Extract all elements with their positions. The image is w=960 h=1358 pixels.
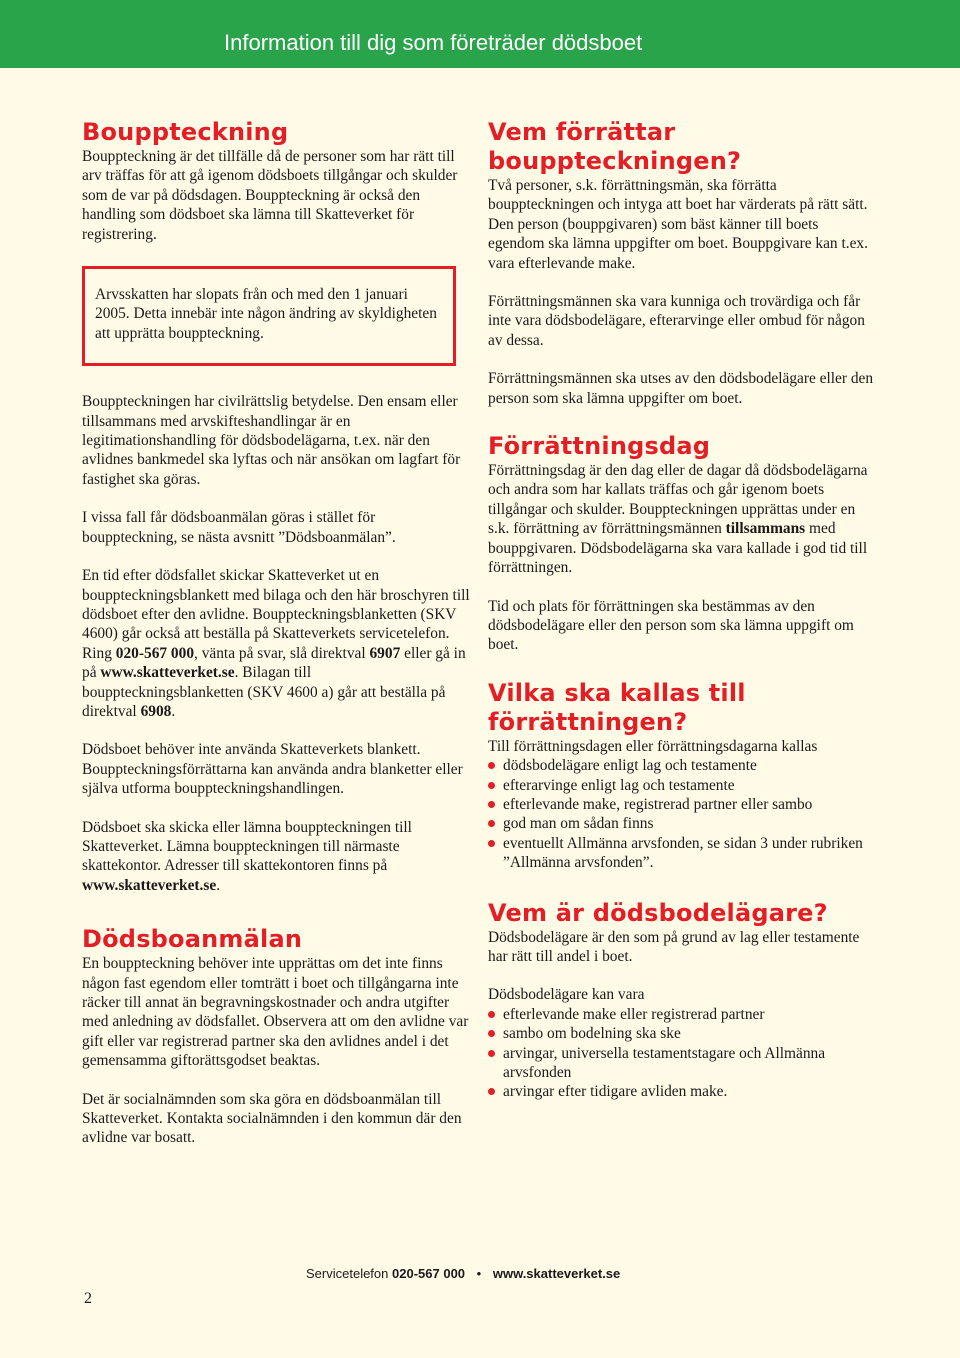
heading-bouppteckning: Bouppteckning [82, 118, 289, 146]
footer-phone: 020-567 000 [392, 1266, 466, 1281]
list-item: efterlevande make, registrerad partner eller sambo [488, 795, 874, 814]
list-item: eventuellt Allmänna arvsfonden, se sidan 3 under rubriken ”Allmänna arvsfonden”. [488, 834, 874, 873]
paragraph-tva-personer: Två personer, s.k. förrättningsmän, ska förrätta bouppteckningen och intyga att boet har värderats på rätt sätt. Den person (bouppgivaren) som bäst känner till boets egendom ska lämna uppgifter om boet. Bouppgivare kan t.ex. vara efterlevande make. [488, 177, 868, 272]
notice-box [82, 266, 456, 366]
heading-vem-ar-dodsbodelagare: Vem är dödsbodelägare? [488, 898, 828, 927]
list-item: god man om sådan finns [488, 814, 874, 833]
paragraph-dodsboanmalan: En bouppteckning behöver inte upprättas om det inte finns någon fast egendom eller tomträtt i boet och tillgångarna inte räcker till annat än begravningskostnader och andra utgifter med anledning av dödsfallet. Observera att om den avlidne var gift eller var registrerad partner ska den avlidnes andel i det gemensamma giftorättsgodset beaktas. [82, 955, 469, 1070]
left-column [82, 118, 472, 1148]
heading-vilka-kallas: Vilka ska kallas till förrättningen? [488, 678, 746, 736]
website-link[interactable]: www.skatteverket.se [82, 876, 217, 894]
direct-code-6908: 6908 [140, 702, 172, 720]
bullet-dot [488, 1050, 495, 1057]
bullet-dot [488, 782, 495, 789]
paragraph-dodsboanmalan-ref: I vissa fall får dödsboanmälan göras i stället för bouppteckning, se nästa avsnitt ”Dödsboanmälan”. [82, 509, 396, 546]
paragraph-kallas: Till förrättningsdagen eller förrättningsdagarna kallas [488, 737, 818, 755]
footer-label: Servicetelefon [306, 1266, 389, 1281]
paragraph-skicka: Dödsboet ska skicka eller lämna bouppteckningen till Skatteverket. Lämna bouppteckningen till närmaste skattekontor. Adresser till skattekontoren finns på www.skatteverket.se. [82, 818, 412, 894]
bullet-dot [488, 840, 495, 847]
bullet-dot [488, 1030, 495, 1037]
paragraph-blankett: En tid efter dödsfallet skickar Skatteverket ut en bouppteckningsblankett med bilaga och den här broschyren till dödsboet efter den avlidne. Bouppteckningsblanketten (SKV 4600) går också att beställa på Skatteverkets servicetelefon. Ring 020-567 000, vänta på svar, slå direktval 6907 eller gå in på www.skatteverket.se. Bilagan till bouppteckningsblanketten (SKV 4600 a) går att beställa på direktval 6908. [82, 567, 470, 720]
footer-website-link[interactable]: www.skatteverket.se [492, 1266, 621, 1281]
phone-number: 020-567 000 [115, 644, 195, 662]
bullet-dot [488, 1011, 495, 1018]
intro-paragraph: Bouppteckning är det tillfälle då de personer som har rätt till arv träffas för att gå igenom dödsboets tillgångar och skulder som de var på dödsdagen. Bouppteckning är också den handling som dödsboet ska lämna till Skatteverket för registrering. [82, 148, 458, 243]
direct-code-6907: 6907 [369, 644, 401, 662]
paragraph-socialnamnden: Det är socialnämnden som ska göra en dödsboanmälan till Skatteverket. Kontakta socialnämnden i den kommun där den avlidne var bosatt. [82, 1090, 462, 1147]
list-item: arvingar efter tidigare avliden make. [488, 1082, 874, 1101]
page-header [0, 0, 960, 68]
page-footer [306, 1266, 620, 1281]
paragraph-tid-plats: Tid och plats för förrättningen ska bestämmas av den dödsbodelägare eller den person som ska lämna uppgift om boet. [488, 597, 854, 654]
header-title: Information till dig som företräder dödsboet [224, 30, 643, 55]
bullet-dot [488, 1088, 495, 1095]
paragraph-dodsbodelagare: Dödsbodelägare är den som på grund av lag eller testamente har rätt till andel i boet. [488, 928, 860, 965]
notice-text: Arvsskatten har slopats från och med den 1 januari 2005. Detta innebär inte någon ändring av skyldigheten att upprätta bouppteckning. [95, 286, 437, 342]
bullet-dot [488, 801, 495, 808]
paragraph-kan-vara: Dödsbodelägare kan vara [488, 986, 645, 1004]
bullet-dot [488, 762, 495, 769]
list-item: sambo om bodelning ska ske [488, 1024, 874, 1043]
page-number: 2 [84, 1290, 92, 1307]
paragraph-utses: Förrättningsmännen ska utses av den dödsbodelägare eller den person som ska lämna uppgifter om boet. [488, 370, 874, 407]
paragraph-forrattningsdag: Förrättningsdag är den dag eller de dagar då dödsbodelägarna och andra som har kallats träffas och går igenom boets tillgångar och skulder. Bouppteckningen upprättas under en s.k. förrättning av förrättningsmännen tillsammans med bouppgivaren. Dödsbodelägarna ska vara kallade i god tid till förrättningen. [488, 462, 868, 577]
footer-separator: • [476, 1266, 482, 1281]
heading-vem-forrattar: Vem förrättar bouppteckningen? [488, 118, 742, 175]
website-link[interactable]: www.skatteverket.se [100, 664, 235, 682]
heading-forrattningsdag: Förrättningsdag [488, 432, 711, 461]
right-column [488, 118, 874, 1102]
list-item: efterlevande make eller registrerad partner [488, 1005, 874, 1024]
bullet-dot [488, 820, 495, 827]
paragraph-civilrattslig: Bouppteckningen har civilrättslig betydelse. Den ensam eller tillsammans med arvskifteshandlingar är en legitimationshandling för dödsbodelägarna, t.ex. när den avlidnes bankmedel ska lyftas och när ansökan om lagfart för fastighet ska göras. [82, 393, 461, 488]
list-item: dödsbodelägare enligt lag och testamente [488, 756, 874, 775]
paragraph-egen-blankett: Dödsboet behöver inte använda Skatteverkets blankett. Bouppteckningsförrättarna kan använda andra blanketter eller själva utforma bouppteckningshandlingen. [82, 741, 463, 798]
list-dodsbodelagare [488, 1005, 874, 1102]
list-item: efterarvinge enligt lag och testamente [488, 776, 874, 795]
paragraph-kunniga: Förrättningsmännen ska vara kunniga och trovärdiga och får inte vara dödsbodelägare, efterarvinge eller ombud för någon av dessa. [488, 293, 865, 349]
list-kallade [488, 756, 874, 872]
list-item: arvingar, universella testamentstagare och Allmänna arvsfonden [488, 1044, 874, 1083]
heading-dodsboanmalan: Dödsboanmälan [82, 925, 303, 954]
